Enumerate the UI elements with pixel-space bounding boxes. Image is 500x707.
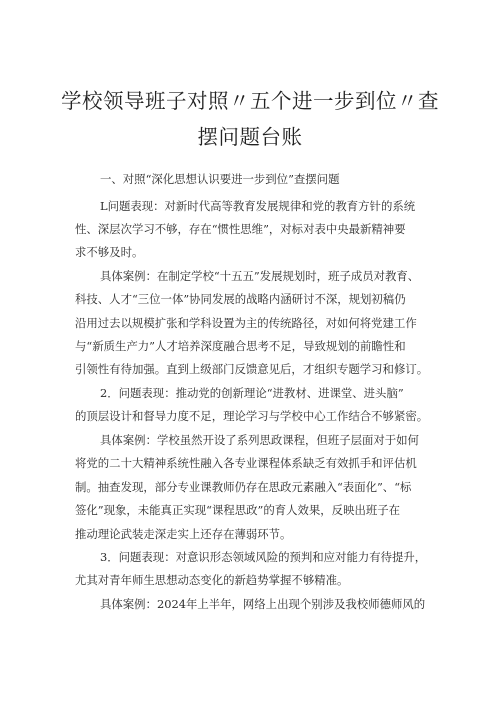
paragraph-line: 推动理论武装走深走实上还存在薄弱环节。 <box>75 527 292 541</box>
paragraph-line: 具体案例：学校虽然开设了系列思政课程，但班子层面对于如何 <box>100 433 419 447</box>
paragraph-line: 签化”现象，未能真正实现“课程思政”的育人效果，反映出班子在 <box>75 503 401 517</box>
paragraph-line: 引领性有待加强。直到上级部门反馈意见后，才组织专题学习和修订。 <box>75 362 429 376</box>
paragraph-line: 沿用过去以规模扩张和学科设置为主的传统路径，对如何将党建工作 <box>75 316 417 330</box>
paragraph-line: 具体案例：在制定学校“十五五”发展规划时，班子成员对教育、 <box>100 269 420 283</box>
paragraph-line: 科技、人才“三位一体”协同发展的战略内涵研讨不深，规划初稿仍 <box>75 292 406 306</box>
paragraph-line: 与“新质生产力”人才培养深度融合思考不足，导致规划的前瞻性和 <box>75 339 406 353</box>
paragraph-line: 制。抽查发现，部分专业课教师仍存在思政元素融入“表面化”、“标 <box>75 480 412 494</box>
paragraph-line: 3．问题表现：对意识形态领域风险的预判和应对能力有待提升， <box>100 550 427 564</box>
document-title-line-1: 学校领导班子对照〃五个进一步到位〃查 <box>61 89 439 113</box>
paragraph-line: 求不够及时。 <box>75 245 144 259</box>
paragraph-line: 具体案例：2024年上半年，网络上出现个别涉及我校师德师风的 <box>100 597 426 611</box>
paragraph-line: L问题表现：对新时代高等教育发展规律和党的教育方针的系统 <box>100 199 416 213</box>
document-title-line-2: 摆问题台账 <box>197 125 303 149</box>
section-heading-1: 一、对照“深化思想认识要进一步到位”查摆问题 <box>100 172 340 186</box>
paragraph-line: 性、深层次学习不够，存在“惯性思维”，对标对表中央最新精神要 <box>75 222 406 236</box>
paragraph-line: 尤其对青年师生思想动态变化的新趋势掌握不够精准。 <box>75 573 349 587</box>
paragraph-line: 将党的二十大精神系统性融入各专业课程体系缺乏有效抓手和评估机 <box>75 456 417 470</box>
paragraph-line: 2．问题表现：推动党的创新理论“进教材、进课堂、进头脑” <box>100 386 404 400</box>
paragraph-line: 的顶层设计和督导力度不足，理论学习与学校中心工作结合不够紧密。 <box>75 409 429 423</box>
